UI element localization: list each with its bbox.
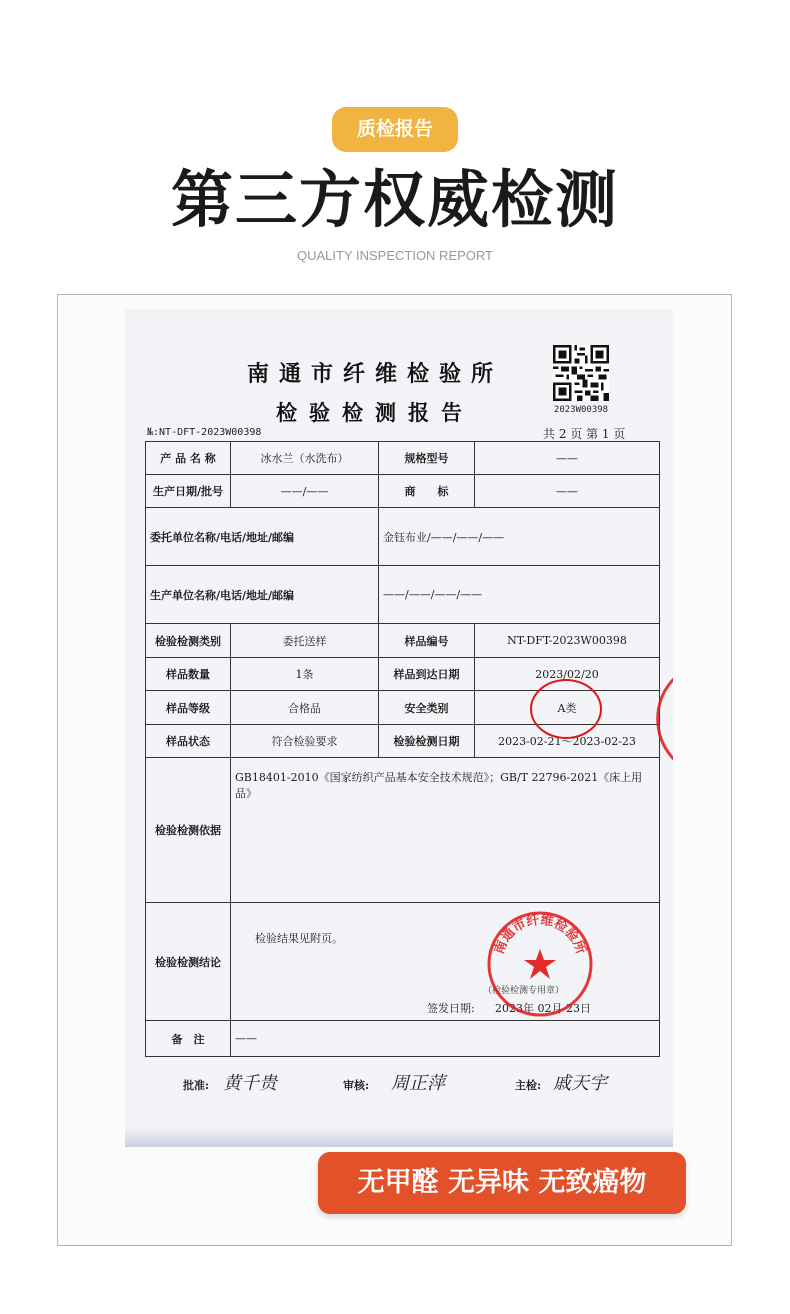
page-title: 第三方权威检测 — [170, 163, 619, 236]
sample-quantity-label: 样品数量 — [146, 658, 231, 691]
sample-state-label: 样品状态 — [146, 725, 231, 758]
safety-category-value: A类 — [475, 691, 660, 725]
official-seal-icon — [485, 909, 595, 1019]
client-label — [146, 508, 379, 566]
sample-quantity-value: 1条 — [231, 658, 379, 691]
manufacturer-label — [146, 566, 379, 624]
feature-banner: 无甲醛 无异味 无致癌物 — [318, 1152, 686, 1214]
product-name-value: 冰水兰（水洗布） — [231, 442, 379, 475]
test-date-value: 2023-02-21～2023-02-23 — [475, 725, 660, 758]
inspect-label: 主检: — [515, 1079, 542, 1092]
spec-label: 规格型号 — [379, 442, 475, 475]
safety-category-label: 安全类别 — [379, 691, 475, 725]
highlight-circle — [530, 679, 602, 739]
table-row — [146, 508, 660, 566]
issue-date-label: 签发日期: — [427, 1002, 475, 1015]
table-row — [146, 475, 660, 508]
client-label-text: 委托单位名称/电话/地址/邮编 — [150, 530, 295, 544]
table-row — [146, 758, 660, 903]
approve-label: 批准: — [183, 1079, 210, 1092]
brand-label: 商 标 — [379, 475, 475, 508]
product-name-label: 产 品 名 称 — [146, 442, 231, 475]
report-badge: 质检报告 — [332, 107, 458, 152]
spec-value: —— — [475, 442, 660, 475]
document-number: №:NT-DFT-2023W00398 — [147, 427, 262, 438]
test-date-label: 检验检测日期 — [379, 725, 475, 758]
arrival-date-value: 2023/02/20 — [475, 658, 660, 691]
edge-seal-icon — [645, 654, 673, 784]
sample-state-value: 符合检验要求 — [231, 725, 379, 758]
manufacturer-label-text: 生产单位名称/电话/地址/邮编 — [150, 588, 295, 602]
test-basis-value: GB18401-2010《国家纺织产品基本安全技术规范》；GB/T 22796-2021《床上用品》 — [231, 758, 660, 903]
paper-shadow — [125, 1127, 673, 1147]
table-row — [146, 1021, 660, 1057]
qr-code-icon — [553, 345, 609, 401]
production-date-label: 生产日期/批号 — [146, 475, 231, 508]
document-type: 检验检测报告 — [276, 400, 474, 425]
arrival-date-label: 样品到达日期 — [379, 658, 475, 691]
table-row — [146, 442, 660, 475]
test-conclusion-value: 检验结果见附页。 — [255, 932, 343, 945]
remarks-value: —— — [231, 1021, 660, 1057]
signature-row — [145, 1069, 659, 1109]
review-label: 审核: — [343, 1079, 370, 1092]
remarks-label: 备 注 — [146, 1021, 231, 1057]
table-row — [146, 624, 660, 658]
sample-grade-label: 样品等级 — [146, 691, 231, 725]
table-row — [146, 566, 660, 624]
test-basis-label: 检验检测依据 — [146, 758, 231, 903]
brand-value: —— — [475, 475, 660, 508]
production-date-value: ——/—— — [231, 475, 379, 508]
approve-signature: 黄千贵 — [223, 1073, 277, 1094]
issue-date-value: 2023年 02月 23日 — [495, 1002, 591, 1015]
sample-number-label: 样品编号 — [379, 624, 475, 658]
client-value: 金钰布业/——/——/—— — [379, 508, 660, 566]
test-type-label: 检验检测类别 — [146, 624, 231, 658]
test-conclusion-cell — [231, 903, 660, 1021]
page-subtitle: QUALITY INSPECTION REPORT — [296, 248, 493, 263]
test-conclusion-label: 检验检测结论 — [146, 903, 231, 1021]
seal-text: 南通市纤维检验所 — [491, 912, 589, 957]
manufacturer-value: ——/——/——/—— — [379, 566, 660, 624]
page-info: 共 2 页 第 1 页 — [543, 427, 626, 441]
review-signature: 周正萍 — [391, 1073, 445, 1094]
institute-name: 南通市纤维检验所 — [246, 361, 503, 387]
inspect-signature: 戚天宇 — [553, 1073, 607, 1094]
sample-grade-value: 合格品 — [231, 691, 379, 725]
test-type-value: 委托送样 — [231, 624, 379, 658]
sample-number-value: NT-DFT-2023W00398 — [475, 624, 660, 658]
seal-caption: （检验检测专用章） — [483, 986, 565, 996]
qr-code-number: 2023W00398 — [553, 405, 609, 415]
inspection-report-document — [125, 309, 673, 1147]
